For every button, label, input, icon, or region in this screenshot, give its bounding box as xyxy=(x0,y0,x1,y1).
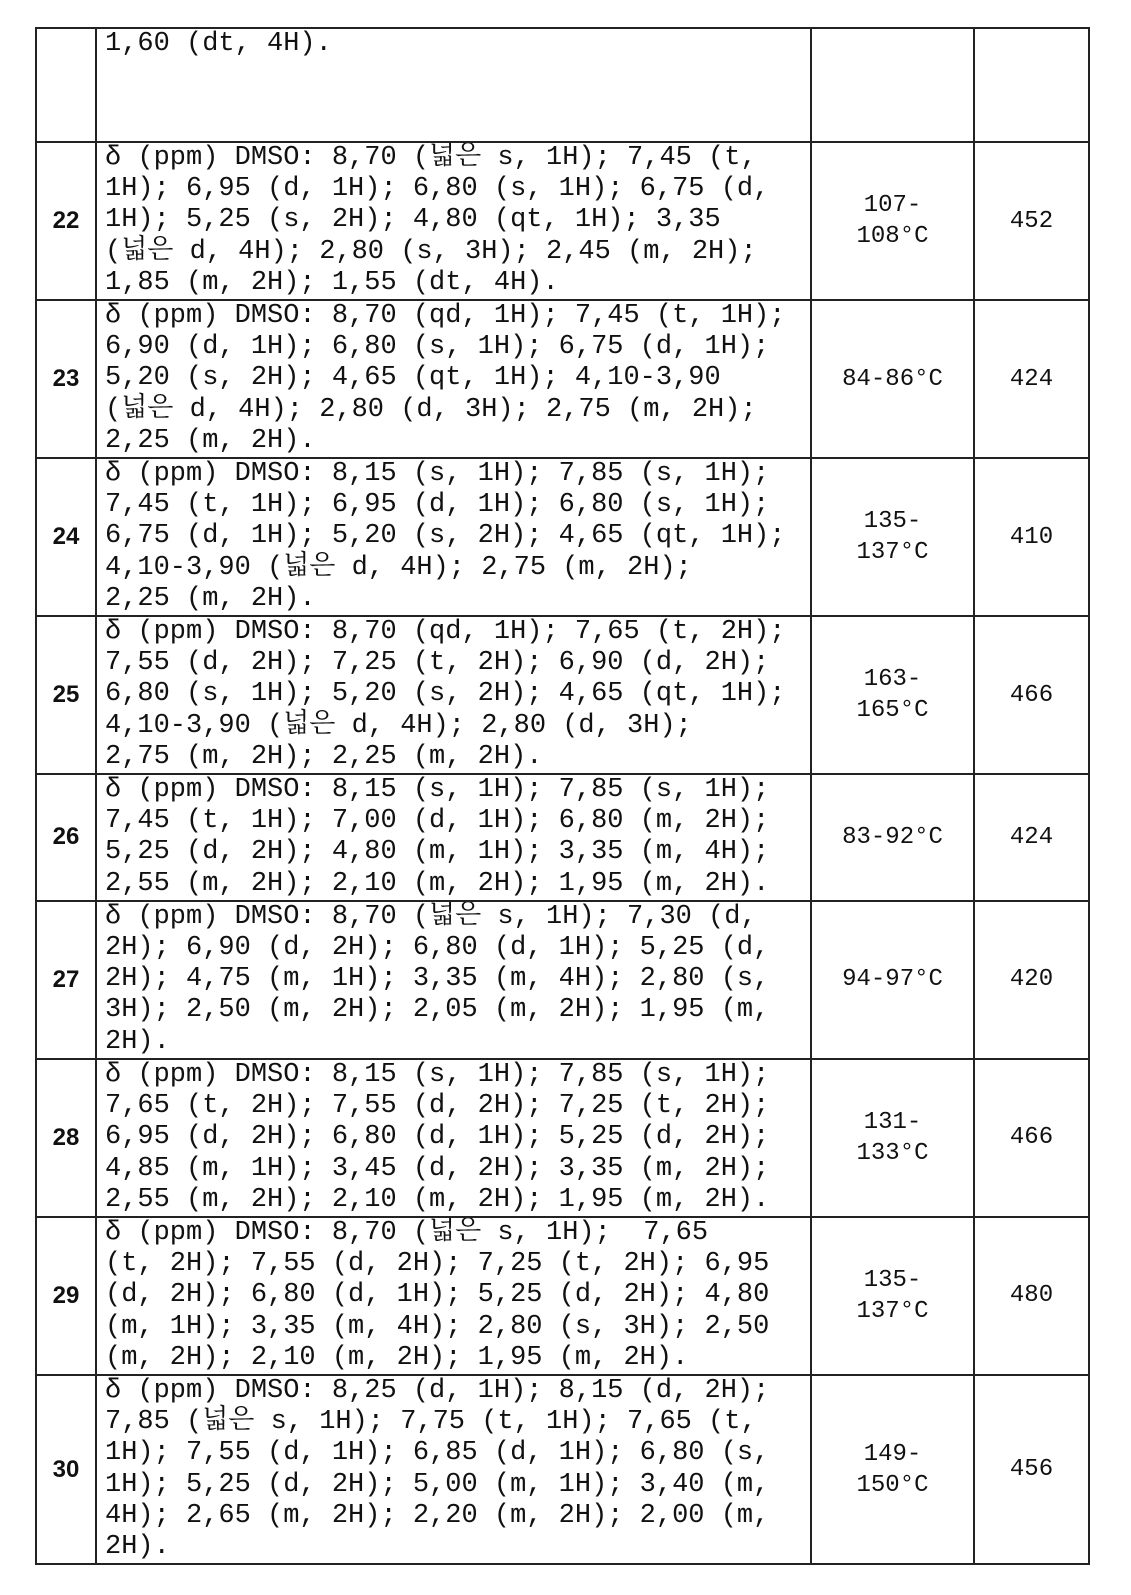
melting-point: 94-97°C xyxy=(811,901,974,1059)
table-row xyxy=(36,774,1089,901)
melting-point xyxy=(811,28,974,142)
table-row xyxy=(36,901,1089,1059)
compound-number: 22 xyxy=(36,142,96,300)
compound-number: 30 xyxy=(36,1375,96,1564)
nmr-data: δ (ppm) DMSO: 8,15 (s, 1H); 7,85 (s, 1H); 7,45 (t, 1H); 6,95 (d, 1H); 6,80 (s, 1H); 6,75 (d, 1H); 5,20 (s, 2H); 4,65 (qt, 1H); 4,10-3,90 (넓은 d, 4H); 2,75 (m, 2H); 2,25 (m, 2H). xyxy=(96,458,811,616)
table-row xyxy=(36,458,1089,616)
melting-point: 83-92°C xyxy=(811,774,974,901)
compound-number: 25 xyxy=(36,616,96,774)
mass-value: 480 xyxy=(974,1217,1089,1375)
mass-value: 466 xyxy=(974,1059,1089,1217)
nmr-data: δ (ppm) DMSO: 8,25 (d, 1H); 8,15 (d, 2H); 7,85 (넓은 s, 1H); 7,75 (t, 1H); 7,65 (t, 1H); 7,55 (d, 1H); 6,85 (d, 1H); 6,80 (s, 1H); 5,25 (d, 2H); 5,00 (m, 1H); 3,40 (m, 4H); 2,65 (m, 2H); 2,20 (m, 2H); 2,00 (m, 2H). xyxy=(96,1375,811,1564)
mass-value: 410 xyxy=(974,458,1089,616)
mass-value: 466 xyxy=(974,616,1089,774)
nmr-data: δ (ppm) DMSO: 8,15 (s, 1H); 7,85 (s, 1H); 7,45 (t, 1H); 7,00 (d, 1H); 6,80 (m, 2H); 5,25 (d, 2H); 4,80 (m, 1H); 3,35 (m, 4H); 2,55 (m, 2H); 2,10 (m, 2H); 1,95 (m, 2H). xyxy=(96,774,811,901)
compound-number: 23 xyxy=(36,300,96,458)
table-row xyxy=(36,1217,1089,1375)
compound-number: 28 xyxy=(36,1059,96,1217)
compound-number xyxy=(36,28,96,142)
nmr-data: δ (ppm) DMSO: 8,15 (s, 1H); 7,85 (s, 1H); 7,65 (t, 2H); 7,55 (d, 2H); 7,25 (t, 2H); 6,95 (d, 2H); 6,80 (d, 1H); 5,25 (d, 2H); 4,85 (m, 1H); 3,45 (d, 2H); 3,35 (m, 2H); 2,55 (m, 2H); 2,10 (m, 2H); 1,95 (m, 2H). xyxy=(96,1059,811,1217)
melting-point: 135- 137°C xyxy=(811,1217,974,1375)
mass-value xyxy=(974,28,1089,142)
nmr-data: 1,60 (dt, 4H). xyxy=(96,28,811,142)
table-row xyxy=(36,1375,1089,1564)
compound-number: 26 xyxy=(36,774,96,901)
table-row xyxy=(36,1059,1089,1217)
melting-point: 84-86°C xyxy=(811,300,974,458)
compound-number: 24 xyxy=(36,458,96,616)
mass-value: 424 xyxy=(974,774,1089,901)
nmr-data: δ (ppm) DMSO: 8,70 (넓은 s, 1H); 7,45 (t, 1H); 6,95 (d, 1H); 6,80 (s, 1H); 6,75 (d, 1H); 5,25 (s, 2H); 4,80 (qt, 1H); 3,35 (넓은 d, 4H); 2,80 (s, 3H); 2,45 (m, 2H); 1,85 (m, 2H); 1,55 (dt, 4H). xyxy=(96,142,811,300)
compound-number: 27 xyxy=(36,901,96,1059)
nmr-data: δ (ppm) DMSO: 8,70 (qd, 1H); 7,45 (t, 1H); 6,90 (d, 1H); 6,80 (s, 1H); 6,75 (d, 1H); 5,20 (s, 2H); 4,65 (qt, 1H); 4,10-3,90 (넓은 d, 4H); 2,80 (d, 3H); 2,75 (m, 2H); 2,25 (m, 2H). xyxy=(96,300,811,458)
compound-number: 29 xyxy=(36,1217,96,1375)
mass-value: 424 xyxy=(974,300,1089,458)
table-row xyxy=(36,28,1089,142)
nmr-data: δ (ppm) DMSO: 8,70 (넓은 s, 1H); 7,30 (d, 2H); 6,90 (d, 2H); 6,80 (d, 1H); 5,25 (d, 2H); 4,75 (m, 1H); 3,35 (m, 4H); 2,80 (s, 3H); 2,50 (m, 2H); 2,05 (m, 2H); 1,95 (m, 2H). xyxy=(96,901,811,1059)
mass-value: 420 xyxy=(974,901,1089,1059)
compound-data-table xyxy=(35,27,1090,1565)
table-row xyxy=(36,142,1089,300)
mass-value: 456 xyxy=(974,1375,1089,1564)
melting-point: 163- 165°C xyxy=(811,616,974,774)
melting-point: 131- 133°C xyxy=(811,1059,974,1217)
nmr-data: δ (ppm) DMSO: 8,70 (넓은 s, 1H); 7,65 (t, 2H); 7,55 (d, 2H); 7,25 (t, 2H); 6,95 (d, 2H); 6,80 (d, 1H); 5,25 (d, 2H); 4,80 (m, 1H); 3,35 (m, 4H); 2,80 (s, 3H); 2,50 (m, 2H); 2,10 (m, 2H); 1,95 (m, 2H). xyxy=(96,1217,811,1375)
table-row xyxy=(36,300,1089,458)
melting-point: 135- 137°C xyxy=(811,458,974,616)
nmr-data: δ (ppm) DMSO: 8,70 (qd, 1H); 7,65 (t, 2H); 7,55 (d, 2H); 7,25 (t, 2H); 6,90 (d, 2H); 6,80 (s, 1H); 5,20 (s, 2H); 4,65 (qt, 1H); 4,10-3,90 (넓은 d, 4H); 2,80 (d, 3H); 2,75 (m, 2H); 2,25 (m, 2H). xyxy=(96,616,811,774)
mass-value: 452 xyxy=(974,142,1089,300)
melting-point: 107- 108°C xyxy=(811,142,974,300)
melting-point: 149- 150°C xyxy=(811,1375,974,1564)
table-row xyxy=(36,616,1089,774)
